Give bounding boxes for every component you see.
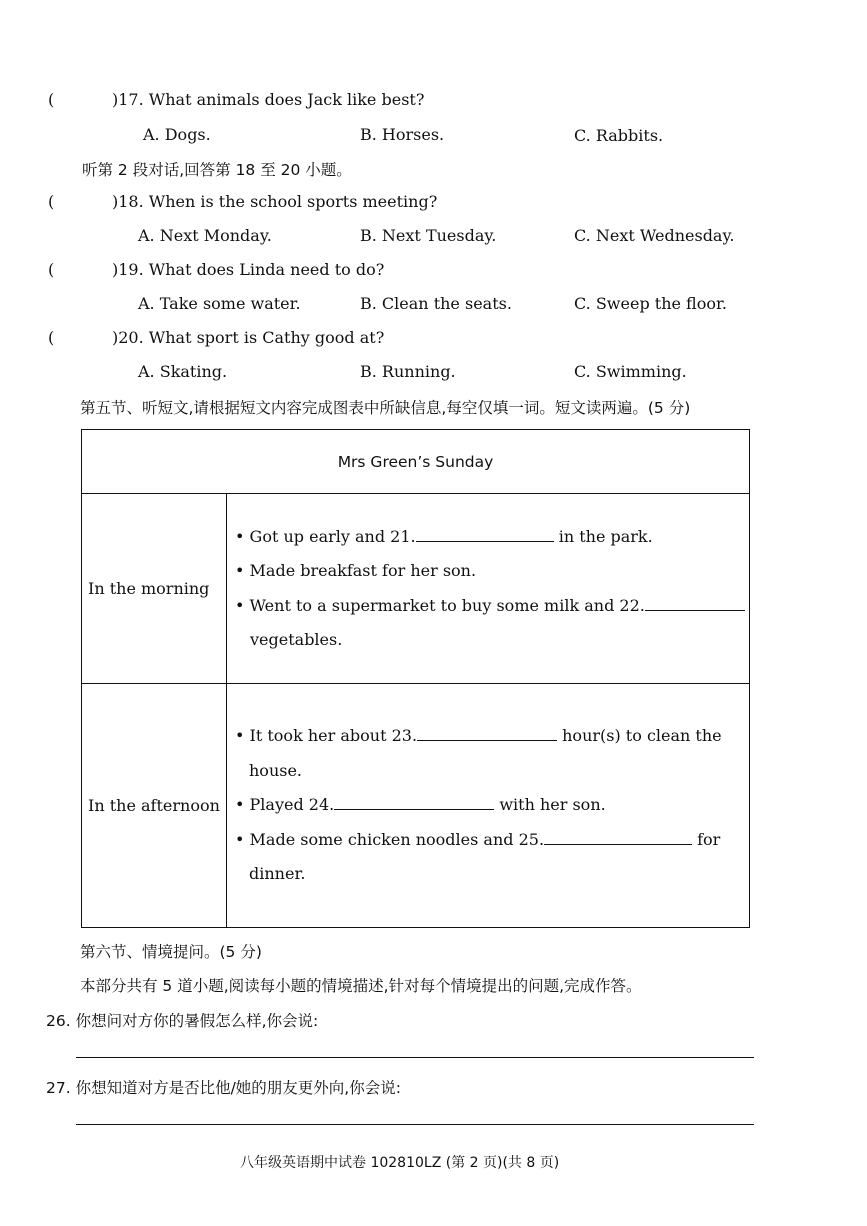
answer-blank-23[interactable] <box>417 726 557 741</box>
morning-item-2-text: Made breakfast for her son. <box>249 561 477 580</box>
q26-prompt: 26. 你想问对方你的暑假怎么样,你会说: <box>46 1012 319 1030</box>
afternoon-item-1-tail: hour(s) to clean the <box>562 726 722 746</box>
q20-option-a: A. Skating. <box>138 362 228 381</box>
afternoon-item-3 <box>235 823 749 858</box>
answer-blank-21[interactable] <box>416 527 554 542</box>
q19-option-b: B. Clean the seats. <box>360 294 512 313</box>
q19-option-a: A. Take some water. <box>138 294 301 313</box>
q19-option-c: C. Sweep the floor. <box>574 294 727 313</box>
table-title: Mrs Green’s Sunday <box>82 430 750 494</box>
q17-paren: ( <box>48 90 55 109</box>
afternoon-item-3-cont: dinner. <box>249 864 306 884</box>
q19-stem: )19. What does Linda need to do? <box>112 260 385 279</box>
q19-paren: ( <box>48 260 55 279</box>
bullet-icon: • <box>235 726 245 746</box>
q20-option-b: B. Running. <box>360 362 456 381</box>
q18-option-a: A. Next Monday. <box>138 226 272 245</box>
bullet-icon: • <box>235 561 245 580</box>
passage2-intro: 听第 2 段对话,回答第 18 至 20 小题。 <box>82 161 352 179</box>
q27-prompt: 27. 你想知道对方是否比他/她的朋友更外向,你会说: <box>46 1079 401 1097</box>
morning-item-3-cont: vegetables. <box>250 630 343 649</box>
q18-option-c: C. Next Wednesday. <box>574 226 735 245</box>
afternoon-items <box>227 684 750 928</box>
morning-item-1 <box>235 520 749 555</box>
q20-option-c: C. Swimming. <box>574 362 687 381</box>
afternoon-item-2-tail: with her son. <box>499 795 606 815</box>
answer-line-26[interactable] <box>76 1057 754 1058</box>
q18-stem: )18. When is the school sports meeting? <box>112 192 438 211</box>
afternoon-item-1-text: It took her about 23. <box>249 726 418 746</box>
morning-item-3 <box>235 589 749 624</box>
q18-option-b: B. Next Tuesday. <box>360 226 497 245</box>
afternoon-item-1-cont: house. <box>249 760 303 780</box>
bullet-icon: • <box>235 526 245 546</box>
section6-instruction: 本部分共有 5 道小题,阅读每小题的情境描述,针对每个情境提出的问题,完成作答。 <box>80 977 642 995</box>
q17-stem: )17. What animals does Jack like best? <box>112 90 425 109</box>
afternoon-item-3-text: Made some chicken noodles and 25. <box>249 829 545 849</box>
row-label-morning: In the morning <box>82 494 227 684</box>
morning-item-2 <box>235 554 749 589</box>
afternoon-item-3-tail: for <box>697 829 721 849</box>
morning-item-1-text: Got up early and 21. <box>249 526 416 546</box>
q20-stem: )20. What sport is Cathy good at? <box>112 328 385 347</box>
afternoon-item-2-text: Played 24. <box>249 795 335 815</box>
answer-blank-24[interactable] <box>334 795 494 810</box>
morning-item-3-text: Went to a supermarket to buy some milk and 22. <box>249 595 645 615</box>
page-footer: 八年级英语期中试卷 102810LZ (第 2 页)(共 8 页) <box>240 1155 560 1171</box>
morning-item-1-tail: in the park. <box>558 526 653 546</box>
q17-option-c: C. Rabbits. <box>574 126 664 145</box>
afternoon-item-2 <box>235 788 749 823</box>
bullet-icon: • <box>235 829 245 849</box>
bullet-icon: • <box>235 795 245 815</box>
section6-title: 第六节、情境提问。(5 分) <box>80 943 262 961</box>
answer-line-27[interactable] <box>76 1124 754 1125</box>
morning-items <box>227 494 750 684</box>
q18-paren: ( <box>48 192 55 211</box>
afternoon-item-1 <box>235 719 749 754</box>
q20-paren: ( <box>48 328 55 347</box>
answer-blank-22[interactable] <box>645 596 745 611</box>
row-label-afternoon: In the afternoon <box>82 684 227 928</box>
section5-instruction: 第五节、听短文,请根据短文内容完成图表中所缺信息,每空仅填一词。短文读两遍。(5 分) <box>80 399 691 417</box>
q17-option-a: A. Dogs. <box>143 125 211 144</box>
bullet-icon: • <box>235 595 245 615</box>
answer-blank-25[interactable] <box>544 830 692 845</box>
q17-option-b: B. Horses. <box>360 125 445 144</box>
info-chart-table <box>81 429 750 928</box>
